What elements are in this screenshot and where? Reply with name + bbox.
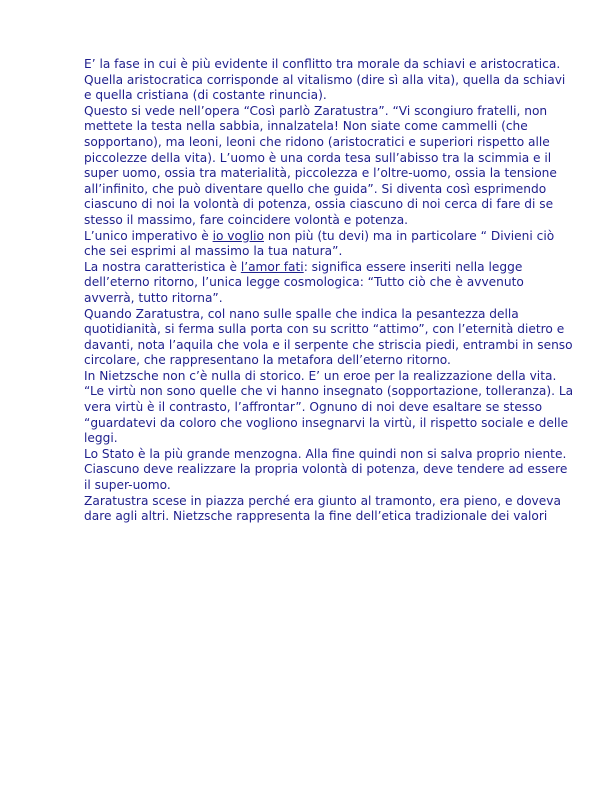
paragraph-p7 — [84, 384, 574, 446]
paragraph-p10 — [84, 494, 574, 525]
paragraph-text: Questo si vede nell’opera “Così parlò Zaratustra”. “Vi scongiuro fratelli, non mettete la testa nella sabbia, innalzatela! Non siate come cammelli (che sopportano), ma leoni, leoni che ridono (aristocratici e superiori rispetto alle piccolezze della vita). L’uomo è una corda tesa sull’abisso tra la scimmia e il super uomo, ossia tra materialità, piccolezza e l’oltre-uomo, ossia la tensione all’infinito, che può diventare quello che guida”. Si diventa così esprimendo ciascuno di noi la volontà di potenza, ossia ciascuno di noi cerca di fare di se stesso il massimo, fare coincidere volontà e potenza. — [84, 103, 557, 227]
paragraph-text: “Le virtù non sono quelle che vi hanno insegnato (sopportazione, tolleranza). La vera virtù è il contrasto, l’affrontar”. Ognuno di noi deve esaltare se stesso “guardatevi da coloro che vogliono insegnarvi la virtù, il rispetto sociale e delle leggi. — [84, 384, 574, 446]
paragraph-text: L’unico imperativo è — [84, 228, 213, 243]
paragraph-p4 — [84, 260, 574, 307]
paragraph-p8 — [84, 447, 574, 463]
paragraph-text: E’ la fase in cui è più evidente il conflitto tra morale da schiavi e aristocratica. Quella aristocratica corrisponde al vitalismo (dire sì alla vita), quella da schiavi e quella cristiana (di costante rinuncia). — [84, 57, 566, 103]
paragraph-text: Zaratustra scese in piazza perché era giunto al tramonto, era pieno, e doveva dare agli altri. Nietzsche rappresenta la fine dell’etica tradizionale dei valori — [84, 493, 561, 524]
paragraph-text: Quando Zaratustra, col nano sulle spalle che indica la pesantezza della quotidianità, si ferma sulla porta con su scritto “attimo”, con l’eternità dietro e davanti, nota l’aquila che vola e il serpente che striscia piedi, entrambi in senso circolare, che rappresentano la metafora dell’eterno ritorno. — [84, 306, 573, 368]
paragraph-p6 — [84, 369, 574, 385]
paragraph-p9 — [84, 462, 574, 493]
paragraph-text: La nostra caratteristica è — [84, 259, 241, 274]
paragraph-p2 — [84, 104, 574, 229]
underlined-term: io voglio — [212, 228, 264, 243]
document-body — [84, 57, 574, 525]
paragraph-text: In Nietzsche non c’è nulla di storico. E’ un eroe per la realizzazione della vita. — [84, 368, 557, 383]
underlined-term: l’amor fati — [240, 259, 304, 274]
paragraph-p1 — [84, 57, 574, 104]
paragraph-text: Ciascuno deve realizzare la propria volontà di potenza, deve tendere ad essere il super-uomo. — [84, 462, 568, 493]
paragraph-text: non più (tu devi) ma in particolare “ Divieni ciò che sei esprimi al massimo la tua natura”. — [84, 228, 555, 259]
paragraph-text: : significa essere inseriti nella legge dell’eterno ritorno, l’unica legge cosmologica: “Tutto ciò che è avvenuto avverrà, tutto ritorna”. — [84, 259, 524, 305]
paragraph-p5 — [84, 307, 574, 369]
paragraph-text: Lo Stato è la più grande menzogna. Alla fine quindi non si salva proprio niente. — [84, 446, 567, 461]
paragraph-p3 — [84, 229, 574, 260]
